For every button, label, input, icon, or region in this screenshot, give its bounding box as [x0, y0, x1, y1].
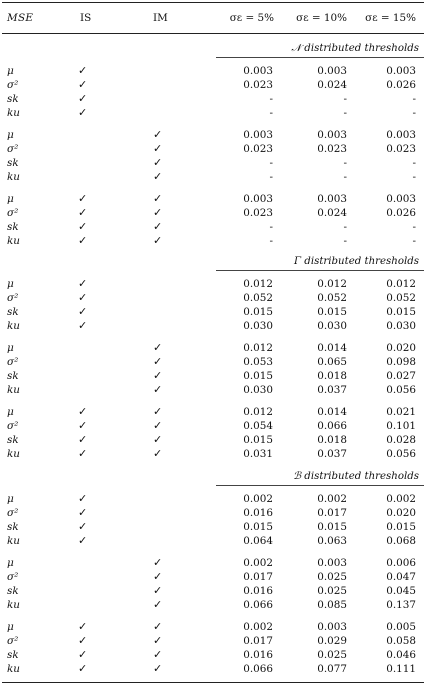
- table-row: [0, 305, 427, 319]
- table-row: [0, 277, 427, 291]
- is-check-icon: ✓: [78, 277, 88, 290]
- im-check-icon: ✓: [153, 620, 163, 633]
- is-check-icon: ✓: [78, 533, 88, 547]
- is-check-icon: ✓: [78, 205, 88, 219]
- section-title: 𝒩 distributed thresholds: [291, 43, 419, 54]
- value-cell: 0.003: [317, 129, 347, 141]
- value-cell: 0.006: [386, 557, 416, 569]
- value-cell: 0.003: [317, 557, 347, 569]
- value-cell: 0.024: [317, 206, 347, 219]
- stat-label: μ: [7, 621, 14, 633]
- stat-label: ku: [7, 234, 20, 247]
- value-cell: 0.003: [317, 621, 347, 633]
- header-mse: MSE: [7, 12, 34, 24]
- table-row: [0, 355, 427, 369]
- table-row: [0, 433, 427, 447]
- value-cell: 0.012: [243, 278, 273, 290]
- value-cell: 0.020: [386, 342, 416, 354]
- value-cell: -: [269, 156, 273, 169]
- value-cell: -: [412, 170, 416, 183]
- value-cell: 0.077: [317, 662, 347, 675]
- value-cell: 0.005: [386, 621, 416, 633]
- value-cell: 0.025: [317, 570, 347, 583]
- table-row: [0, 520, 427, 534]
- value-cell: -: [412, 234, 416, 247]
- stat-label: μ: [7, 129, 14, 141]
- is-check-icon: ✓: [78, 492, 88, 505]
- stat-label: σ²: [7, 506, 19, 519]
- im-check-icon: ✓: [153, 446, 163, 460]
- is-check-icon: ✓: [78, 432, 88, 446]
- header-sigma-10: σε = 10%: [296, 12, 347, 24]
- header-im: IM: [153, 12, 168, 24]
- value-cell: 0.058: [386, 634, 416, 647]
- table-row: [0, 598, 427, 612]
- value-cell: 0.023: [243, 142, 273, 155]
- table-row: [0, 128, 427, 142]
- table-row: [0, 369, 427, 383]
- value-cell: 0.003: [243, 129, 273, 141]
- value-cell: 0.023: [243, 206, 273, 219]
- is-check-icon: ✓: [78, 519, 88, 533]
- im-check-icon: ✓: [153, 354, 163, 368]
- value-cell: 0.015: [386, 520, 416, 533]
- table-row: [0, 192, 427, 206]
- table-row: [0, 405, 427, 419]
- im-check-icon: ✓: [153, 556, 163, 569]
- is-check-icon: ✓: [78, 77, 88, 91]
- table-row: [0, 170, 427, 184]
- value-cell: 0.002: [243, 557, 273, 569]
- value-cell: 0.024: [317, 78, 347, 91]
- im-check-icon: ✓: [153, 128, 163, 141]
- value-cell: -: [269, 220, 273, 233]
- value-cell: 0.016: [243, 506, 273, 519]
- value-cell: 0.018: [317, 369, 347, 382]
- stat-label: σ²: [7, 355, 19, 368]
- value-cell: 0.021: [386, 406, 416, 418]
- top-rule: [2, 2, 424, 3]
- stat-label: μ: [7, 193, 14, 205]
- stat-label: σ²: [7, 291, 19, 304]
- stat-label: μ: [7, 342, 14, 354]
- value-cell: 0.137: [386, 598, 416, 611]
- im-check-icon: ✓: [153, 597, 163, 611]
- value-cell: 0.012: [317, 278, 347, 290]
- value-cell: 0.026: [386, 206, 416, 219]
- value-cell: 0.052: [243, 291, 273, 304]
- value-cell: 0.012: [386, 278, 416, 290]
- value-cell: 0.003: [243, 65, 273, 77]
- is-check-icon: ✓: [78, 91, 88, 105]
- value-cell: 0.025: [317, 648, 347, 661]
- stat-label: μ: [7, 278, 14, 290]
- value-cell: -: [343, 156, 347, 169]
- value-cell: -: [269, 92, 273, 105]
- value-cell: 0.054: [243, 419, 273, 432]
- value-cell: 0.002: [243, 621, 273, 633]
- section-rule: [216, 270, 424, 271]
- table-row: [0, 506, 427, 520]
- section-rule: [216, 485, 424, 486]
- value-cell: 0.025: [317, 584, 347, 597]
- im-check-icon: ✓: [153, 432, 163, 446]
- value-cell: 0.066: [317, 419, 347, 432]
- value-cell: 0.015: [243, 369, 273, 382]
- stat-label: μ: [7, 65, 14, 77]
- stat-label: μ: [7, 493, 14, 505]
- table-row: [0, 234, 427, 248]
- is-check-icon: ✓: [78, 418, 88, 432]
- stat-label: sk: [7, 520, 19, 533]
- stat-label: sk: [7, 584, 19, 597]
- value-cell: 0.003: [386, 129, 416, 141]
- table-row: [0, 78, 427, 92]
- table-row: [0, 447, 427, 461]
- stat-label: ku: [7, 447, 20, 460]
- value-cell: 0.012: [243, 406, 273, 418]
- table-row: [0, 106, 427, 120]
- is-check-icon: ✓: [78, 233, 88, 247]
- value-cell: 0.030: [317, 319, 347, 332]
- value-cell: 0.031: [243, 447, 273, 460]
- stat-label: ku: [7, 319, 20, 332]
- value-cell: 0.052: [386, 291, 416, 304]
- value-cell: 0.014: [317, 342, 347, 354]
- im-check-icon: ✓: [153, 661, 163, 675]
- value-cell: 0.003: [386, 193, 416, 205]
- is-check-icon: ✓: [78, 446, 88, 460]
- value-cell: -: [269, 170, 273, 183]
- im-check-icon: ✓: [153, 155, 163, 169]
- section-rule: [216, 57, 424, 58]
- is-check-icon: ✓: [78, 318, 88, 332]
- value-cell: 0.028: [386, 433, 416, 446]
- value-cell: 0.015: [317, 305, 347, 318]
- value-cell: 0.003: [317, 193, 347, 205]
- stat-label: ku: [7, 106, 20, 119]
- section-title: Γ distributed thresholds: [294, 256, 419, 267]
- value-cell: 0.030: [243, 383, 273, 396]
- stat-label: ku: [7, 662, 20, 675]
- table-row: [0, 341, 427, 355]
- value-cell: 0.063: [317, 534, 347, 547]
- table-row: [0, 92, 427, 106]
- value-cell: 0.101: [386, 419, 416, 432]
- is-check-icon: ✓: [78, 304, 88, 318]
- value-cell: -: [412, 92, 416, 105]
- is-check-icon: ✓: [78, 64, 88, 77]
- value-cell: 0.014: [317, 406, 347, 418]
- value-cell: 0.056: [386, 447, 416, 460]
- is-check-icon: ✓: [78, 290, 88, 304]
- value-cell: 0.052: [317, 291, 347, 304]
- value-cell: 0.064: [243, 534, 273, 547]
- table-row: [0, 648, 427, 662]
- table-row: [0, 662, 427, 676]
- value-cell: 0.003: [386, 65, 416, 77]
- value-cell: 0.045: [386, 584, 416, 597]
- table-row: [0, 383, 427, 397]
- stat-label: ku: [7, 383, 20, 396]
- stat-label: ku: [7, 534, 20, 547]
- table-row: [0, 64, 427, 78]
- stat-label: sk: [7, 369, 19, 382]
- value-cell: 0.029: [317, 634, 347, 647]
- stat-label: μ: [7, 406, 14, 418]
- stat-label: sk: [7, 220, 19, 233]
- value-cell: 0.015: [386, 305, 416, 318]
- im-check-icon: ✓: [153, 368, 163, 382]
- value-cell: 0.023: [386, 142, 416, 155]
- stat-label: σ²: [7, 142, 19, 155]
- value-cell: 0.002: [317, 493, 347, 505]
- is-check-icon: ✓: [78, 192, 88, 205]
- value-cell: -: [269, 106, 273, 119]
- value-cell: 0.018: [317, 433, 347, 446]
- value-cell: 0.037: [317, 383, 347, 396]
- header-rule: [2, 33, 424, 34]
- im-check-icon: ✓: [153, 141, 163, 155]
- table-row: [0, 319, 427, 333]
- stat-label: sk: [7, 305, 19, 318]
- value-cell: -: [343, 106, 347, 119]
- value-cell: 0.020: [386, 506, 416, 519]
- stat-label: sk: [7, 648, 19, 661]
- is-check-icon: ✓: [78, 620, 88, 633]
- value-cell: 0.017: [243, 570, 273, 583]
- value-cell: 0.016: [243, 648, 273, 661]
- table-row: [0, 492, 427, 506]
- value-cell: 0.023: [243, 78, 273, 91]
- value-cell: -: [343, 234, 347, 247]
- im-check-icon: ✓: [153, 418, 163, 432]
- is-check-icon: ✓: [78, 405, 88, 418]
- value-cell: 0.015: [243, 305, 273, 318]
- is-check-icon: ✓: [78, 661, 88, 675]
- header-sigma-15: σε = 15%: [365, 12, 416, 24]
- table-row: [0, 584, 427, 598]
- im-check-icon: ✓: [153, 633, 163, 647]
- value-cell: 0.047: [386, 570, 416, 583]
- table-row: [0, 419, 427, 433]
- value-cell: 0.017: [317, 506, 347, 519]
- value-cell: 0.111: [386, 662, 416, 675]
- table-row: [0, 220, 427, 234]
- value-cell: 0.027: [386, 369, 416, 382]
- is-check-icon: ✓: [78, 219, 88, 233]
- value-cell: 0.046: [386, 648, 416, 661]
- stat-label: sk: [7, 433, 19, 446]
- value-cell: 0.066: [243, 662, 273, 675]
- im-check-icon: ✓: [153, 205, 163, 219]
- value-cell: 0.098: [386, 355, 416, 368]
- table-row: [0, 620, 427, 634]
- is-check-icon: ✓: [78, 505, 88, 519]
- table-row: [0, 534, 427, 548]
- im-check-icon: ✓: [153, 219, 163, 233]
- value-cell: -: [412, 156, 416, 169]
- stat-label: sk: [7, 156, 19, 169]
- im-check-icon: ✓: [153, 192, 163, 205]
- table-row: [0, 142, 427, 156]
- stat-label: σ²: [7, 570, 19, 583]
- table-row: [0, 634, 427, 648]
- section-title: ℬ distributed thresholds: [293, 471, 419, 482]
- value-cell: -: [343, 92, 347, 105]
- stat-label: σ²: [7, 419, 19, 432]
- value-cell: 0.012: [243, 342, 273, 354]
- bottom-rule: [2, 682, 424, 683]
- value-cell: 0.003: [317, 65, 347, 77]
- is-check-icon: ✓: [78, 647, 88, 661]
- is-check-icon: ✓: [78, 633, 88, 647]
- table-row: [0, 570, 427, 584]
- value-cell: 0.003: [243, 193, 273, 205]
- value-cell: -: [412, 220, 416, 233]
- value-cell: 0.056: [386, 383, 416, 396]
- value-cell: 0.037: [317, 447, 347, 460]
- value-cell: 0.015: [243, 520, 273, 533]
- stat-label: ku: [7, 170, 20, 183]
- stat-label: ku: [7, 598, 20, 611]
- value-cell: 0.015: [243, 433, 273, 446]
- value-cell: -: [269, 234, 273, 247]
- im-check-icon: ✓: [153, 405, 163, 418]
- value-cell: -: [343, 170, 347, 183]
- table-row: [0, 206, 427, 220]
- value-cell: 0.015: [317, 520, 347, 533]
- table-row: [0, 556, 427, 570]
- im-check-icon: ✓: [153, 233, 163, 247]
- value-cell: 0.016: [243, 584, 273, 597]
- stat-label: σ²: [7, 206, 19, 219]
- value-cell: 0.065: [317, 355, 347, 368]
- value-cell: -: [343, 220, 347, 233]
- value-cell: -: [412, 106, 416, 119]
- value-cell: 0.026: [386, 78, 416, 91]
- value-cell: 0.053: [243, 355, 273, 368]
- value-cell: 0.002: [243, 493, 273, 505]
- table-row: [0, 291, 427, 305]
- im-check-icon: ✓: [153, 341, 163, 354]
- value-cell: 0.030: [243, 319, 273, 332]
- table-row: [0, 156, 427, 170]
- value-cell: 0.002: [386, 493, 416, 505]
- value-cell: 0.068: [386, 534, 416, 547]
- value-cell: 0.023: [317, 142, 347, 155]
- im-check-icon: ✓: [153, 647, 163, 661]
- stat-label: σ²: [7, 634, 19, 647]
- header-is: IS: [80, 12, 92, 24]
- im-check-icon: ✓: [153, 583, 163, 597]
- header-sigma-5: σε = 5%: [229, 12, 274, 24]
- im-check-icon: ✓: [153, 569, 163, 583]
- value-cell: 0.030: [386, 319, 416, 332]
- value-cell: 0.085: [317, 598, 347, 611]
- stat-label: sk: [7, 92, 19, 105]
- value-cell: 0.017: [243, 634, 273, 647]
- im-check-icon: ✓: [153, 169, 163, 183]
- im-check-icon: ✓: [153, 382, 163, 396]
- stat-label: μ: [7, 557, 14, 569]
- value-cell: 0.066: [243, 598, 273, 611]
- is-check-icon: ✓: [78, 105, 88, 119]
- stat-label: σ²: [7, 78, 19, 91]
